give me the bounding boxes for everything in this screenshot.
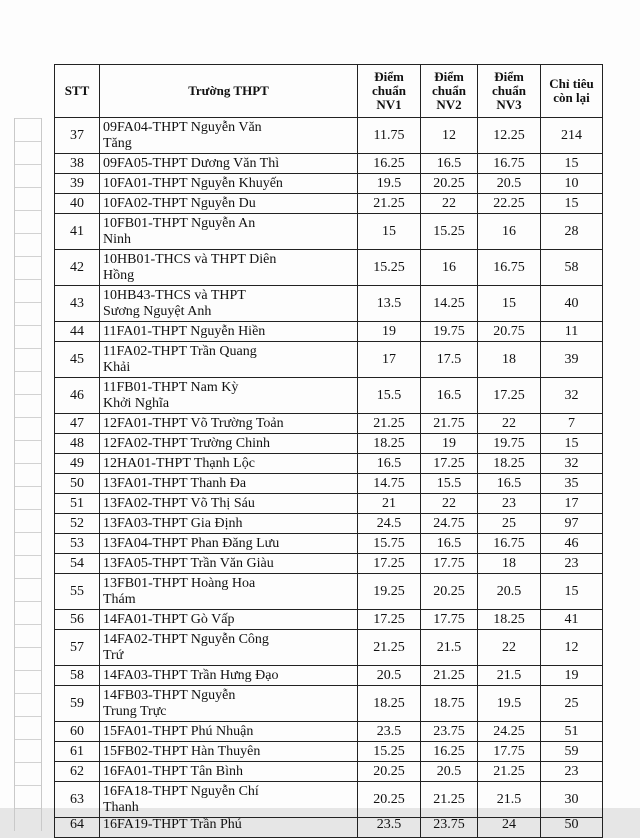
header-nv3-line: chuẩn (492, 83, 526, 98)
cell-school (100, 554, 358, 574)
cell-nv3: 21.5 (478, 782, 541, 818)
table-body (55, 118, 603, 838)
cell-stt: 49 (55, 454, 100, 474)
table-row (55, 250, 603, 286)
cell-quota: 25 (541, 686, 603, 722)
cell-school (100, 474, 358, 494)
cell-nv1: 20.25 (358, 762, 421, 782)
margin-box (15, 417, 41, 440)
school-name-line: 14FA01-THPT Gò Vấp (103, 611, 235, 627)
header-nv2-line: chuẩn (432, 83, 466, 98)
cell-school (100, 782, 358, 818)
cell-school (100, 666, 358, 686)
table-header-row (55, 65, 603, 118)
cell-stt: 41 (55, 214, 100, 250)
header-nv1-line: Điểm (374, 69, 404, 84)
cell-stt: 51 (55, 494, 100, 514)
margin-box (15, 624, 41, 647)
cell-nv3: 25 (478, 514, 541, 534)
header-nv1 (358, 65, 421, 118)
cell-school (100, 174, 358, 194)
admission-score-table (54, 64, 603, 838)
cell-nv2: 23.75 (421, 818, 478, 838)
cell-nv1: 16.25 (358, 154, 421, 174)
cell-school (100, 574, 358, 610)
school-name-line: 09FA04-THPT Nguyễn Văn (103, 119, 262, 135)
cell-quota: 97 (541, 514, 603, 534)
school-name-line: Thanh (103, 799, 139, 815)
cell-quota: 40 (541, 286, 603, 322)
cell-nv1: 23.5 (358, 818, 421, 838)
table-row (55, 494, 603, 514)
header-nv2-line: NV2 (436, 97, 462, 112)
cell-nv2: 15.25 (421, 214, 478, 250)
school-name-line: 10HB01-THCS và THPT Diên (103, 251, 277, 267)
school-name-line: 10FA02-THPT Nguyễn Du (103, 195, 256, 211)
margin-box (15, 164, 41, 187)
table-row (55, 742, 603, 762)
cell-quota: 58 (541, 250, 603, 286)
table-row (55, 534, 603, 554)
header-nv2-line: Điểm (434, 69, 464, 84)
school-name-line: 11FB01-THPT Nam Kỳ (103, 379, 239, 395)
cell-nv2: 20.25 (421, 174, 478, 194)
cell-nv1: 17 (358, 342, 421, 378)
cell-nv3: 19.75 (478, 434, 541, 454)
cell-nv1: 20.25 (358, 782, 421, 818)
cell-nv2: 12 (421, 118, 478, 154)
table-row (55, 154, 603, 174)
school-name-line: 15FA01-THPT Phú Nhuận (103, 723, 254, 739)
margin-box (15, 256, 41, 279)
cell-school (100, 342, 358, 378)
table-row (55, 630, 603, 666)
margin-box (15, 302, 41, 325)
cell-quota: 59 (541, 742, 603, 762)
margin-box (15, 762, 41, 785)
cell-nv2: 16.5 (421, 378, 478, 414)
cell-nv1: 13.5 (358, 286, 421, 322)
left-margin-boxes (14, 118, 42, 831)
cell-stt: 44 (55, 322, 100, 342)
cell-school (100, 434, 358, 454)
school-name-line: 16FA18-THPT Nguyễn Chí (103, 783, 259, 799)
margin-box (15, 670, 41, 693)
cell-nv1: 19.5 (358, 174, 421, 194)
cell-stt: 42 (55, 250, 100, 286)
cell-stt: 48 (55, 434, 100, 454)
cell-quota: 32 (541, 454, 603, 474)
cell-quota: 10 (541, 174, 603, 194)
cell-school (100, 494, 358, 514)
cell-quota: 46 (541, 534, 603, 554)
table-row (55, 286, 603, 322)
school-name-line: 13FA02-THPT Võ Thị Sáu (103, 495, 255, 511)
cell-stt: 45 (55, 342, 100, 378)
margin-box (15, 187, 41, 210)
cell-nv3: 16.75 (478, 154, 541, 174)
header-nv1-line: chuẩn (372, 83, 406, 98)
cell-stt: 46 (55, 378, 100, 414)
margin-box (15, 532, 41, 555)
cell-nv3: 21.25 (478, 762, 541, 782)
cell-quota: 12 (541, 630, 603, 666)
margin-box (15, 486, 41, 509)
cell-nv2: 16.5 (421, 534, 478, 554)
table-row (55, 342, 603, 378)
cell-nv1: 15 (358, 214, 421, 250)
cell-quota: 15 (541, 574, 603, 610)
cell-nv1: 15.5 (358, 378, 421, 414)
margin-box (15, 141, 41, 164)
school-name-line: 13FA04-THPT Phan Đăng Lưu (103, 535, 280, 551)
table-row (55, 454, 603, 474)
cell-stt: 58 (55, 666, 100, 686)
school-name-line: 11FA01-THPT Nguyễn Hiền (103, 323, 266, 339)
cell-school (100, 154, 358, 174)
cell-stt: 40 (55, 194, 100, 214)
cell-quota: 214 (541, 118, 603, 154)
school-name-line: 16FA19-THPT Trần Phú (103, 817, 242, 832)
cell-nv3: 16.75 (478, 250, 541, 286)
header-nv3 (478, 65, 541, 118)
header-stt: STT (55, 65, 100, 118)
school-name-line: 16FA01-THPT Tân Bình (103, 763, 244, 779)
table-row (55, 434, 603, 454)
cell-nv3: 22.25 (478, 194, 541, 214)
cell-school (100, 610, 358, 630)
margin-box (15, 555, 41, 578)
school-name-line: 13FA03-THPT Gia Định (103, 515, 243, 531)
cell-quota: 17 (541, 494, 603, 514)
cell-school (100, 214, 358, 250)
school-name-line: Tăng (103, 135, 132, 151)
margin-box (15, 118, 41, 141)
cell-nv1: 19.25 (358, 574, 421, 610)
cell-nv1: 21.25 (358, 414, 421, 434)
cell-stt: 43 (55, 286, 100, 322)
cell-quota: 41 (541, 610, 603, 630)
cell-nv3: 19.5 (478, 686, 541, 722)
table-row (55, 818, 603, 838)
margin-box (15, 394, 41, 417)
cell-nv2: 21.75 (421, 414, 478, 434)
school-name-line: 11FA02-THPT Trần Quang (103, 343, 257, 359)
cell-school (100, 322, 358, 342)
cell-nv2: 22 (421, 494, 478, 514)
cell-nv2: 17.75 (421, 554, 478, 574)
margin-box (15, 233, 41, 256)
cell-nv1: 21.25 (358, 194, 421, 214)
cell-nv2: 14.25 (421, 286, 478, 322)
header-nv3-line: NV3 (496, 97, 522, 112)
cell-nv2: 20.25 (421, 574, 478, 610)
cell-school (100, 722, 358, 742)
cell-stt: 62 (55, 762, 100, 782)
margin-box (15, 371, 41, 394)
cell-nv1: 17.25 (358, 554, 421, 574)
table-row (55, 322, 603, 342)
table-row (55, 666, 603, 686)
cell-nv3: 23 (478, 494, 541, 514)
cell-quota: 7 (541, 414, 603, 434)
cell-nv2: 20.5 (421, 762, 478, 782)
cell-school (100, 818, 358, 838)
cell-nv3: 22 (478, 630, 541, 666)
cell-quota: 50 (541, 818, 603, 838)
margin-box (15, 716, 41, 739)
cell-nv2: 21.25 (421, 666, 478, 686)
school-name-line: Thám (103, 591, 136, 607)
cell-school (100, 250, 358, 286)
cell-nv1: 23.5 (358, 722, 421, 742)
cell-stt: 54 (55, 554, 100, 574)
school-name-line: 13FA05-THPT Trần Văn Giàu (103, 555, 274, 571)
header-quota-line: Chỉ tiêu (549, 76, 594, 91)
cell-nv2: 22 (421, 194, 478, 214)
cell-nv3: 17.75 (478, 742, 541, 762)
table-row (55, 722, 603, 742)
cell-school (100, 414, 358, 434)
cell-nv2: 16 (421, 250, 478, 286)
cell-stt: 59 (55, 686, 100, 722)
cell-nv2: 17.5 (421, 342, 478, 378)
cell-stt: 55 (55, 574, 100, 610)
cell-nv1: 21.25 (358, 630, 421, 666)
cell-quota: 32 (541, 378, 603, 414)
school-name-line: Hồng (103, 267, 135, 283)
table-row (55, 782, 603, 818)
header-nv1-line: NV1 (376, 97, 402, 112)
cell-nv2: 15.5 (421, 474, 478, 494)
cell-stt: 60 (55, 722, 100, 742)
school-name-line: 13FA01-THPT Thanh Đa (103, 475, 247, 491)
cell-nv1: 18.25 (358, 686, 421, 722)
cell-stt: 52 (55, 514, 100, 534)
table-row (55, 214, 603, 250)
cell-nv3: 16.5 (478, 474, 541, 494)
margin-box (15, 808, 41, 831)
school-name-line: 12HA01-THPT Thạnh Lộc (103, 455, 255, 471)
margin-box (15, 509, 41, 532)
cell-nv1: 16.5 (358, 454, 421, 474)
margin-box (15, 578, 41, 601)
cell-nv2: 19 (421, 434, 478, 454)
table-row (55, 762, 603, 782)
school-name-line: 10FB01-THPT Nguyễn An (103, 215, 256, 231)
cell-school (100, 630, 358, 666)
cell-nv2: 17.25 (421, 454, 478, 474)
cell-school (100, 378, 358, 414)
cell-nv2: 21.25 (421, 782, 478, 818)
table-row (55, 514, 603, 534)
cell-school (100, 762, 358, 782)
cell-nv3: 20.5 (478, 574, 541, 610)
cell-nv3: 20.5 (478, 174, 541, 194)
margin-box (15, 440, 41, 463)
cell-school (100, 286, 358, 322)
margin-box (15, 647, 41, 670)
cell-school (100, 534, 358, 554)
cell-nv3: 22 (478, 414, 541, 434)
cell-stt: 57 (55, 630, 100, 666)
margin-box (15, 601, 41, 624)
table-row (55, 474, 603, 494)
school-name-line: Sương Nguyệt Anh (103, 303, 212, 319)
cell-quota: 15 (541, 154, 603, 174)
cell-quota: 15 (541, 194, 603, 214)
margin-box (15, 348, 41, 371)
table-row (55, 194, 603, 214)
cell-school (100, 742, 358, 762)
school-name-line: 12FA01-THPT Võ Trường Toản (103, 415, 284, 431)
cell-stt: 64 (55, 818, 100, 838)
cell-quota: 11 (541, 322, 603, 342)
cell-nv1: 24.5 (358, 514, 421, 534)
cell-nv2: 17.75 (421, 610, 478, 630)
cell-nv1: 18.25 (358, 434, 421, 454)
cell-stt: 63 (55, 782, 100, 818)
school-name-line: Ninh (103, 231, 131, 247)
cell-nv3: 21.5 (478, 666, 541, 686)
cell-nv1: 15.25 (358, 250, 421, 286)
margin-box (15, 739, 41, 762)
table-row (55, 574, 603, 610)
school-name-line: Trung Trực (103, 703, 167, 719)
cell-nv2: 24.75 (421, 514, 478, 534)
school-name-line: 13FB01-THPT Hoàng Hoa (103, 575, 256, 591)
cell-quota: 28 (541, 214, 603, 250)
cell-school (100, 454, 358, 474)
cell-quota: 51 (541, 722, 603, 742)
cell-nv1: 15.25 (358, 742, 421, 762)
school-name-line: Khởi Nghĩa (103, 395, 170, 411)
school-name-line: Trứ (103, 647, 124, 663)
cell-stt: 50 (55, 474, 100, 494)
margin-box (15, 325, 41, 348)
cell-nv2: 19.75 (421, 322, 478, 342)
table-row (55, 554, 603, 574)
cell-nv3: 20.75 (478, 322, 541, 342)
cell-nv1: 21 (358, 494, 421, 514)
cell-quota: 35 (541, 474, 603, 494)
cell-nv1: 20.5 (358, 666, 421, 686)
cell-nv3: 18.25 (478, 610, 541, 630)
header-school: Trường THPT (100, 65, 358, 118)
cell-nv3: 24.25 (478, 722, 541, 742)
cell-nv3: 16 (478, 214, 541, 250)
table-row (55, 414, 603, 434)
cell-nv2: 23.75 (421, 722, 478, 742)
school-name-line: 12FA02-THPT Trường Chinh (103, 435, 270, 451)
cell-quota: 30 (541, 782, 603, 818)
cell-stt: 53 (55, 534, 100, 554)
cell-nv1: 19 (358, 322, 421, 342)
cell-quota: 19 (541, 666, 603, 686)
school-name-line: 10HB43-THCS và THPT (103, 287, 246, 303)
cell-school (100, 514, 358, 534)
table-row (55, 118, 603, 154)
cell-nv2: 16.25 (421, 742, 478, 762)
cell-nv3: 17.25 (478, 378, 541, 414)
school-name-line: 09FA05-THPT Dương Văn Thì (103, 155, 280, 171)
cell-stt: 61 (55, 742, 100, 762)
cell-quota: 39 (541, 342, 603, 378)
cell-nv3: 24 (478, 818, 541, 838)
school-name-line: 14FA02-THPT Nguyễn Công (103, 631, 269, 647)
cell-nv1: 17.25 (358, 610, 421, 630)
margin-box (15, 210, 41, 233)
cell-quota: 15 (541, 434, 603, 454)
cell-nv3: 15 (478, 286, 541, 322)
school-name-line: Khải (103, 359, 131, 375)
cell-nv2: 21.5 (421, 630, 478, 666)
cell-stt: 38 (55, 154, 100, 174)
margin-box (15, 693, 41, 716)
cell-nv2: 18.75 (421, 686, 478, 722)
school-name-line: 14FA03-THPT Trần Hưng Đạo (103, 667, 279, 683)
cell-nv3: 12.25 (478, 118, 541, 154)
margin-box (15, 463, 41, 486)
cell-nv2: 16.5 (421, 154, 478, 174)
cell-stt: 39 (55, 174, 100, 194)
header-quota-line: còn lại (553, 90, 590, 105)
header-nv3-line: Điểm (494, 69, 524, 84)
margin-box (15, 279, 41, 302)
cell-stt: 47 (55, 414, 100, 434)
cell-nv1: 14.75 (358, 474, 421, 494)
table-row (55, 174, 603, 194)
cell-nv3: 18.25 (478, 454, 541, 474)
school-name-line: 14FB03-THPT Nguyễn (103, 687, 236, 703)
cell-nv3: 16.75 (478, 534, 541, 554)
cell-stt: 37 (55, 118, 100, 154)
header-quota (541, 65, 603, 118)
cell-nv1: 11.75 (358, 118, 421, 154)
cell-nv1: 15.75 (358, 534, 421, 554)
table-row (55, 686, 603, 722)
school-name-line: 15FB02-THPT Hàn Thuyên (103, 743, 261, 759)
margin-box (15, 785, 41, 808)
cell-nv3: 18 (478, 554, 541, 574)
cell-quota: 23 (541, 762, 603, 782)
header-nv2 (421, 65, 478, 118)
cell-school (100, 118, 358, 154)
table-row (55, 610, 603, 630)
cell-nv3: 18 (478, 342, 541, 378)
cell-stt: 56 (55, 610, 100, 630)
cell-school (100, 686, 358, 722)
school-name-line: 10FA01-THPT Nguyễn Khuyến (103, 175, 283, 191)
table-row (55, 378, 603, 414)
cell-quota: 23 (541, 554, 603, 574)
cell-school (100, 194, 358, 214)
